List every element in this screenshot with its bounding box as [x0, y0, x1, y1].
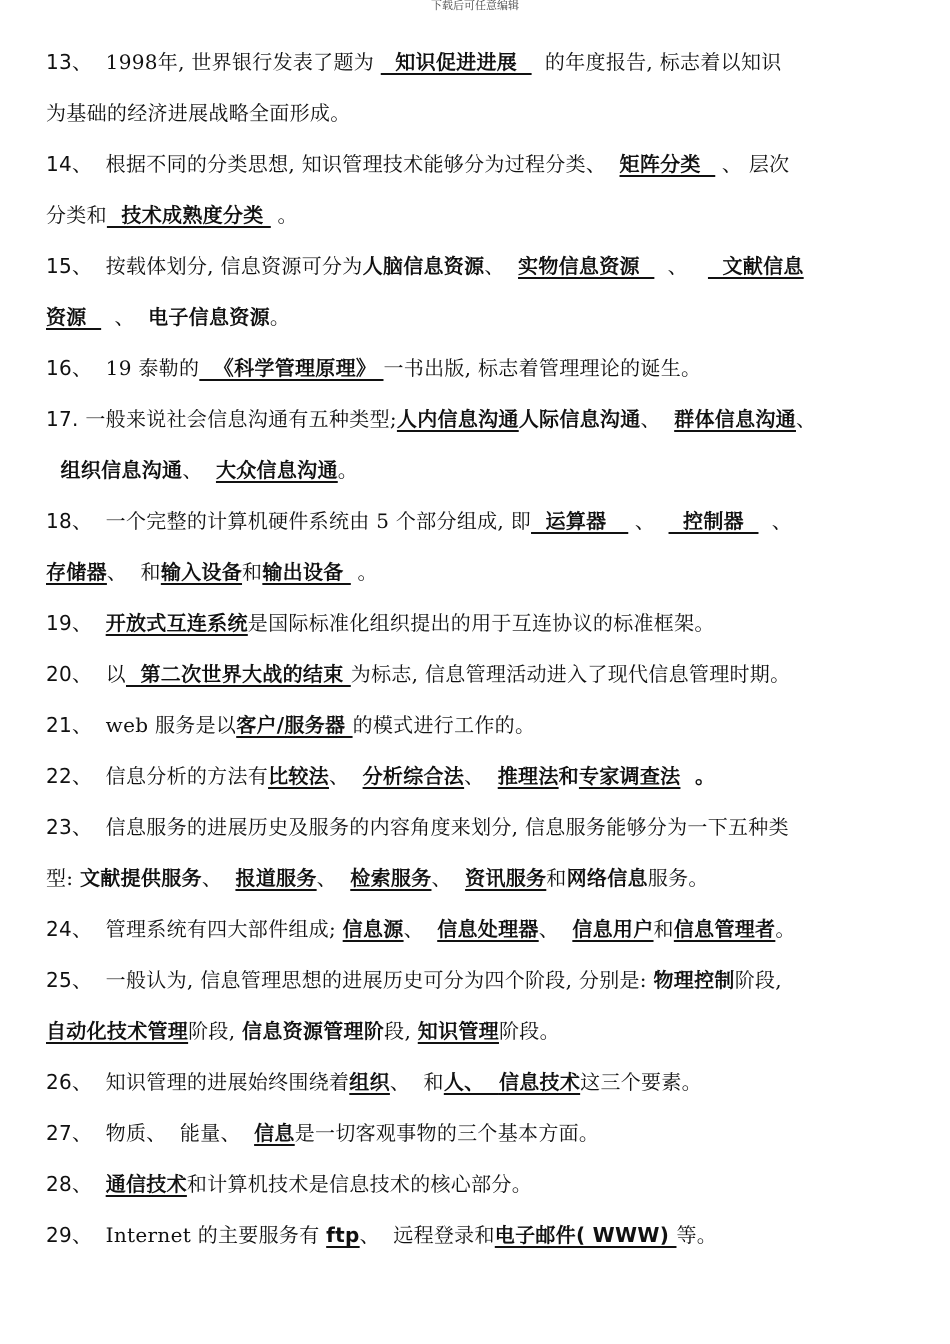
text-line — [46, 1218, 906, 1269]
text-segment: 一书出版, 标志着管理理论的诞生。 — [383, 356, 702, 380]
text-segment: 。 — [337, 458, 359, 482]
answer-text: 人、 — [443, 1070, 499, 1094]
text-segment: 按载体划分, 信息资源可分为 — [92, 254, 363, 278]
answer-text: 21、 — [46, 713, 93, 737]
text-line — [46, 96, 906, 147]
answer-text: 13、 — [46, 50, 93, 74]
answer-text: 组织 — [349, 1070, 390, 1094]
text-segment: 分类和 — [46, 203, 107, 227]
answer-text: 客户/服务器 — [236, 713, 353, 737]
text-segment: 和 — [558, 764, 579, 788]
answer-text: 19、 — [46, 611, 93, 635]
page-header: 下载后可任意编辑 — [431, 0, 519, 12]
text-segment: 为基础的经济进展战略全面形成。 — [46, 101, 351, 125]
text-segment: 19 泰勒的 — [92, 356, 200, 380]
text-segment: 、 — [628, 509, 669, 533]
text-segment: 一般认为, 信息管理思想的进展历史可分为四个阶段, 分别是: — [92, 968, 654, 992]
text-segment: 、 层次 — [715, 152, 790, 176]
text-segment: 、 — [403, 917, 438, 941]
answer-text: 技术成熟度分类 — [106, 203, 271, 227]
text-segment: 这三个要素。 — [580, 1070, 702, 1094]
text-segment: 是国际标准化组织提出的用于互连协议的标准框架。 — [247, 611, 715, 635]
answer-text: 信息用户 — [572, 917, 654, 941]
answer-text: 信息管理者 — [673, 917, 776, 941]
answer-text: 20、 — [46, 662, 93, 686]
text-segment: 、 — [758, 509, 793, 533]
answer-text: 存储器 — [46, 560, 107, 584]
text-line — [46, 504, 906, 555]
answer-text: 分析综合法 — [362, 764, 465, 788]
answer-text: 第二次世界大战的结束 — [125, 662, 351, 686]
text-segment: 管理系统有四大部件组成; — [92, 917, 343, 941]
text-line — [46, 453, 906, 504]
text-line — [46, 1065, 906, 1116]
text-segment — [92, 1172, 105, 1196]
answer-text: 文献信息 — [707, 254, 804, 278]
text-segment: 的模式进行工作的。 — [352, 713, 536, 737]
text-line — [46, 810, 906, 861]
text-segment: 。 — [775, 917, 796, 941]
answer-text: 比较法 — [268, 764, 329, 788]
text-segment: 人际信息沟通 — [518, 407, 641, 431]
answer-text: 26、 — [46, 1070, 93, 1094]
text-segment: 为标志, 信息管理活动进入了现代信息管理时期。 — [350, 662, 791, 686]
text-segment: 和计算机技术是信息技术的核心部分。 — [186, 1172, 532, 1196]
answer-text: 信息源 — [342, 917, 404, 941]
text-segment: 阶段。 — [498, 1019, 560, 1043]
text-segment: Internet 的主要服务有 — [92, 1223, 327, 1247]
answer-text: 资源 — [46, 305, 102, 329]
answer-text: 推理法 — [497, 764, 559, 788]
text-segment: 等。 — [676, 1223, 718, 1247]
text-segment: 、 — [328, 764, 363, 788]
text-line — [46, 759, 906, 810]
text-segment: 信息资源管理阶 — [242, 1019, 385, 1043]
text-segment: 、 — [182, 458, 216, 482]
text-segment: 。 — [269, 305, 291, 329]
text-segment: 、 远程登录和 — [359, 1223, 495, 1247]
answer-text: 报道服务 — [235, 866, 317, 890]
answer-text: 知识管理 — [417, 1019, 499, 1043]
text-segment: 一般来说社会信息沟通有五种类型; — [78, 407, 397, 431]
text-line — [46, 708, 906, 759]
answer-text: 17. — [46, 407, 79, 431]
text-segment: 根据不同的分类思想, 知识管理技术能够分为过程分类、 — [92, 152, 620, 176]
answer-text: 开放式互连系统 — [105, 611, 248, 635]
text-line — [46, 402, 906, 453]
answer-text: 检索服务 — [350, 866, 432, 890]
text-line — [46, 1014, 906, 1065]
text-segment: 、 — [640, 407, 675, 431]
text-segment: 、 和 — [106, 560, 161, 584]
answer-text: 16、 — [46, 356, 93, 380]
document-body — [46, 45, 906, 1269]
text-line — [46, 657, 906, 708]
text-segment: 、 — [654, 254, 708, 278]
text-line — [46, 300, 906, 351]
answer-text: 信息 — [254, 1121, 295, 1145]
text-segment: 网络信息 — [566, 866, 648, 890]
text-segment — [92, 611, 105, 635]
answer-text: 18、 — [46, 509, 93, 533]
text-line — [46, 606, 906, 657]
text-segment: 服务。 — [647, 866, 709, 890]
text-line — [46, 45, 906, 96]
text-segment: 和 — [546, 866, 567, 890]
text-segment: 物理控制 — [653, 968, 735, 992]
text-line — [46, 351, 906, 402]
answer-text: 信息技术 — [498, 1070, 581, 1094]
text-line — [46, 1116, 906, 1167]
answer-text: 资讯服务 — [465, 866, 547, 890]
text-segment: 组织信息沟通 — [46, 458, 183, 482]
answer-text: 输出设备 — [262, 560, 351, 584]
text-segment: 1998年, 世界银行发表了题为 — [92, 50, 381, 74]
answer-text: 27、 — [46, 1121, 93, 1145]
text-segment: 型: — [46, 866, 80, 890]
answer-text: 运算器 — [531, 509, 629, 533]
answer-text: 知识促进进展 — [380, 50, 532, 74]
text-segment: 阶段, — [188, 1019, 243, 1043]
text-line — [46, 1167, 906, 1218]
answer-text: 信息处理器 — [437, 917, 539, 941]
text-segment: 、 — [101, 305, 149, 329]
text-segment: 。 — [350, 560, 378, 584]
answer-text: ftp — [326, 1223, 360, 1247]
text-segment: 人脑信息资源 — [362, 254, 485, 278]
text-segment: 电子信息资源 — [148, 305, 270, 329]
answer-text: 自动化技术管理 — [46, 1019, 189, 1043]
text-line — [46, 249, 906, 300]
answer-text: 15、 — [46, 254, 93, 278]
text-segment: 、 — [316, 866, 351, 890]
text-segment: 一个完整的计算机硬件系统由 5 个部分组成, 即 — [92, 509, 532, 533]
text-segment: 文献提供服务 — [80, 866, 202, 890]
answer-text: 通信技术 — [105, 1172, 187, 1196]
answer-text: 电子邮件( WWW) — [494, 1223, 677, 1247]
answer-text: 实物信息资源 — [518, 254, 655, 278]
answer-text: 控制器 — [668, 509, 759, 533]
text-line — [46, 912, 906, 963]
text-segment: 。 — [680, 764, 716, 788]
text-segment: 、 和 — [389, 1070, 444, 1094]
text-segment: 阶段, — [734, 968, 782, 992]
text-segment: 段, — [384, 1019, 418, 1043]
text-segment: 、 — [484, 254, 519, 278]
answer-text: 25、 — [46, 968, 93, 992]
text-line — [46, 963, 906, 1014]
answer-text: 人内信息沟通 — [396, 407, 519, 431]
text-segment: 、 — [201, 866, 236, 890]
text-line — [46, 147, 906, 198]
answer-text: 24、 — [46, 917, 93, 941]
text-segment: 、 — [795, 407, 817, 431]
text-segment: 、 — [464, 764, 498, 788]
text-line — [46, 555, 906, 606]
text-segment: 。 — [270, 203, 298, 227]
text-segment: 、 — [431, 866, 466, 890]
text-segment: 的年度报告, 标志着以知识 — [531, 50, 782, 74]
text-segment: 信息服务的进展历史及服务的内容角度来划分, 信息服务能够分为一下五种类 — [92, 815, 789, 839]
text-segment: 物质、 能量、 — [92, 1121, 255, 1145]
text-segment: 信息分析的方法有 — [92, 764, 269, 788]
text-segment: 是一切客观事物的三个基本方面。 — [294, 1121, 600, 1145]
answer-text: 《科学管理原理》 — [199, 356, 384, 380]
answer-text: 大众信息沟通 — [215, 458, 338, 482]
text-line — [46, 861, 906, 912]
text-segment: 知识管理的进展始终围绕着 — [92, 1070, 350, 1094]
text-segment: 和 — [653, 917, 674, 941]
answer-text: 专家调查法 — [578, 764, 681, 788]
answer-text: 输入设备 — [160, 560, 243, 584]
answer-text: 23、 — [46, 815, 93, 839]
answer-text: 28、 — [46, 1172, 93, 1196]
answer-text: 22、 — [46, 764, 93, 788]
text-segment: 和 — [242, 560, 263, 584]
answer-text: 矩阵分类 — [619, 152, 716, 176]
text-segment: 以 — [92, 662, 126, 686]
answer-text: 29、 — [46, 1223, 93, 1247]
answer-text: 群体信息沟通 — [674, 407, 796, 431]
text-segment: 、 — [538, 917, 573, 941]
text-line — [46, 198, 906, 249]
text-segment: web 服务是以 — [92, 713, 237, 737]
answer-text: 14、 — [46, 152, 93, 176]
